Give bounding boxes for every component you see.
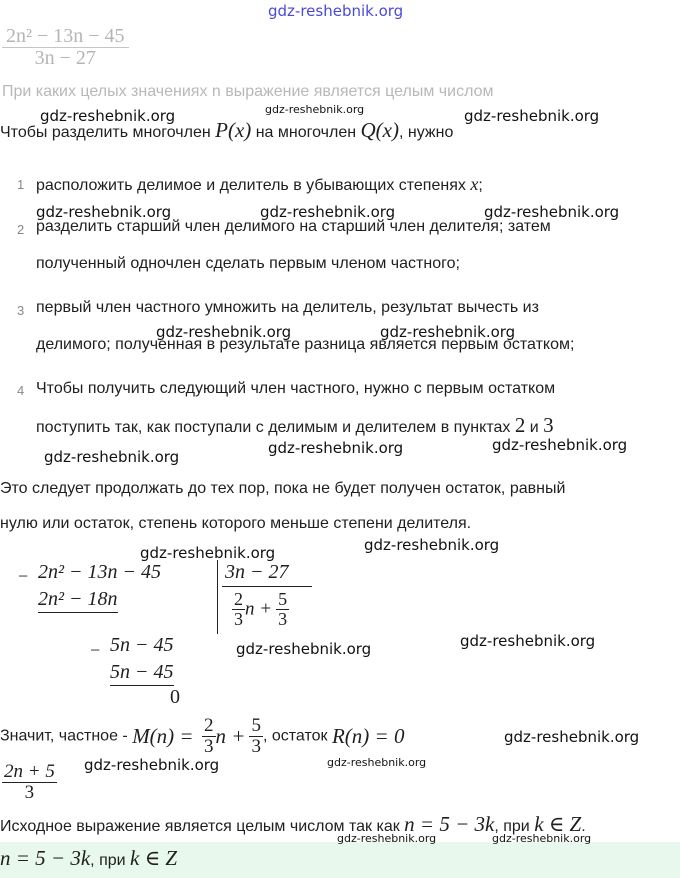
division-subtrahend-1: 2n² − 18n: [38, 588, 118, 613]
step-3-line2: делимого; полученная в результате разница является первым остатком;: [36, 336, 575, 353]
division-vertical-line: [217, 560, 218, 634]
step-3-line1: первый член частного умножить на делитель, результат вычесть из: [36, 299, 539, 316]
division-subtrahend-2: 5n − 45: [110, 661, 174, 686]
step-4-and: и: [525, 419, 544, 436]
conclusion-frac2-num: 5: [251, 715, 261, 736]
watermark: gdz-reshebnik.org: [464, 107, 600, 125]
conclusion-line: [0, 716, 404, 757]
conclusion-mid: n +: [215, 723, 246, 748]
conclusion-frac1-den: 3: [204, 735, 214, 757]
answer-line: [0, 846, 177, 871]
step-4-line2-text: поступить так, как поступали с делимым и делителем в пунктах: [36, 419, 515, 436]
intro-text-after: , нужно: [399, 124, 454, 141]
problem-fraction: [2, 26, 129, 69]
reduced-num: 2n + 5: [4, 761, 55, 782]
watermark-small: gdz-reshebnik.org: [492, 832, 592, 845]
step-4-number: 4: [17, 383, 25, 398]
division-divisor-underline: [222, 586, 312, 587]
watermark: gdz-reshebnik.org: [492, 436, 628, 454]
watermark-small: gdz-reshebnik.org: [337, 832, 437, 845]
conclusion-text-1: Значит, частное -: [0, 727, 133, 745]
r-of-n: R(n) = 0: [331, 723, 405, 748]
step-3-number: 3: [17, 303, 25, 318]
watermark: gdz-reshebnik.org: [504, 728, 640, 746]
step-4-line1: Чтобы получить следующий член частного, нужно с первым остатком: [36, 380, 556, 397]
watermark: gdz-reshebnik.org: [84, 756, 220, 774]
watermark: gdz-reshebnik.org: [156, 323, 292, 341]
final-text-2: , при: [494, 818, 535, 835]
reduced-fraction: [2, 762, 57, 803]
reduced-den: 3: [24, 781, 35, 803]
step-2-line2: полученный одночлен сделать первым членом частного;: [36, 255, 460, 272]
watermark: gdz-reshebnik.org: [140, 544, 276, 562]
p-of-x: P(x): [215, 118, 252, 142]
conclusion-frac2-den: 3: [251, 735, 261, 757]
problem-numerator: 2n² − 13n − 45: [2, 26, 129, 48]
final-k-in: k ∈ Z: [534, 812, 582, 836]
step-1-end: ;: [478, 177, 483, 194]
watermark: gdz-reshebnik.org: [484, 203, 620, 221]
division-remainder-1: 5n − 45: [110, 634, 174, 656]
answer-k-in: k ∈ Z: [130, 846, 178, 870]
quotient-den-2: 3: [278, 608, 288, 629]
intro-text-middle: на многочлен: [251, 124, 361, 141]
step-2-number: 2: [17, 222, 25, 237]
division-dividend: 2n² − 13n − 45: [38, 561, 161, 583]
quotient-num-2: 5: [278, 589, 288, 609]
answer-text: , при: [90, 852, 131, 869]
final-text-1: Исходное выражение является целым числом так как: [0, 818, 405, 835]
division-minus-2: −: [90, 640, 101, 660]
watermark-small: gdz-reshebnik.org: [327, 756, 427, 769]
conclusion-text-2: , остаток: [262, 727, 332, 745]
intro-text-before: Чтобы разделить многочлен: [0, 124, 216, 141]
watermark: gdz-reshebnik.org: [236, 640, 372, 658]
final-period: .: [581, 818, 586, 835]
watermark-small: gdz-reshebnik.org: [265, 103, 365, 116]
q-of-x: Q(x): [360, 118, 399, 142]
watermark: gdz-reshebnik.org: [268, 439, 404, 457]
site-watermark-top: gdz-reshebnik.org: [268, 2, 404, 20]
problem-question: При каких целых значениях n выражение является целым числом: [2, 83, 494, 100]
continue-line2: нулю или остаток, степень которого меньше степени делителя.: [0, 515, 472, 532]
quotient-num-1: 2: [234, 589, 243, 609]
answer-expr: n = 5 − 3k: [0, 846, 91, 870]
conclusion-frac1-num: 2: [204, 715, 214, 736]
step-4-line2: [36, 413, 554, 438]
watermark: gdz-reshebnik.org: [36, 203, 172, 221]
step-4-p3: 3: [543, 413, 554, 437]
quotient-mid: n +: [245, 598, 273, 620]
step-1-var: x: [470, 174, 479, 194]
watermark: gdz-reshebnik.org: [40, 107, 176, 125]
watermark: gdz-reshebnik.org: [380, 323, 516, 341]
continue-line1: Это следует продолжать до тех пор, пока не будет получен остаток, равный: [0, 480, 566, 497]
quotient-den-1: 3: [234, 608, 243, 629]
step-4-p2: 2: [514, 413, 526, 437]
m-of-n: M(n) =: [132, 723, 194, 748]
problem-denominator: 3n − 27: [34, 47, 96, 69]
division-minus-1: −: [18, 566, 29, 586]
division-final-remainder: 0: [170, 686, 180, 708]
division-divisor: 3n − 27: [225, 561, 289, 583]
step-1-line: расположить делимое и делитель в убывающих степенях: [36, 177, 471, 194]
step-1-text: [36, 174, 483, 195]
step-1-number: 1: [17, 177, 25, 192]
watermark: gdz-reshebnik.org: [460, 632, 596, 650]
watermark: gdz-reshebnik.org: [44, 448, 180, 466]
division-quotient: [232, 590, 289, 629]
step-2-line1: разделить старший член делимого на старший член делителя; затем: [36, 218, 551, 235]
watermark: gdz-reshebnik.org: [260, 203, 396, 221]
final-expr: n = 5 − 3k: [404, 812, 495, 836]
watermark: gdz-reshebnik.org: [364, 536, 500, 554]
